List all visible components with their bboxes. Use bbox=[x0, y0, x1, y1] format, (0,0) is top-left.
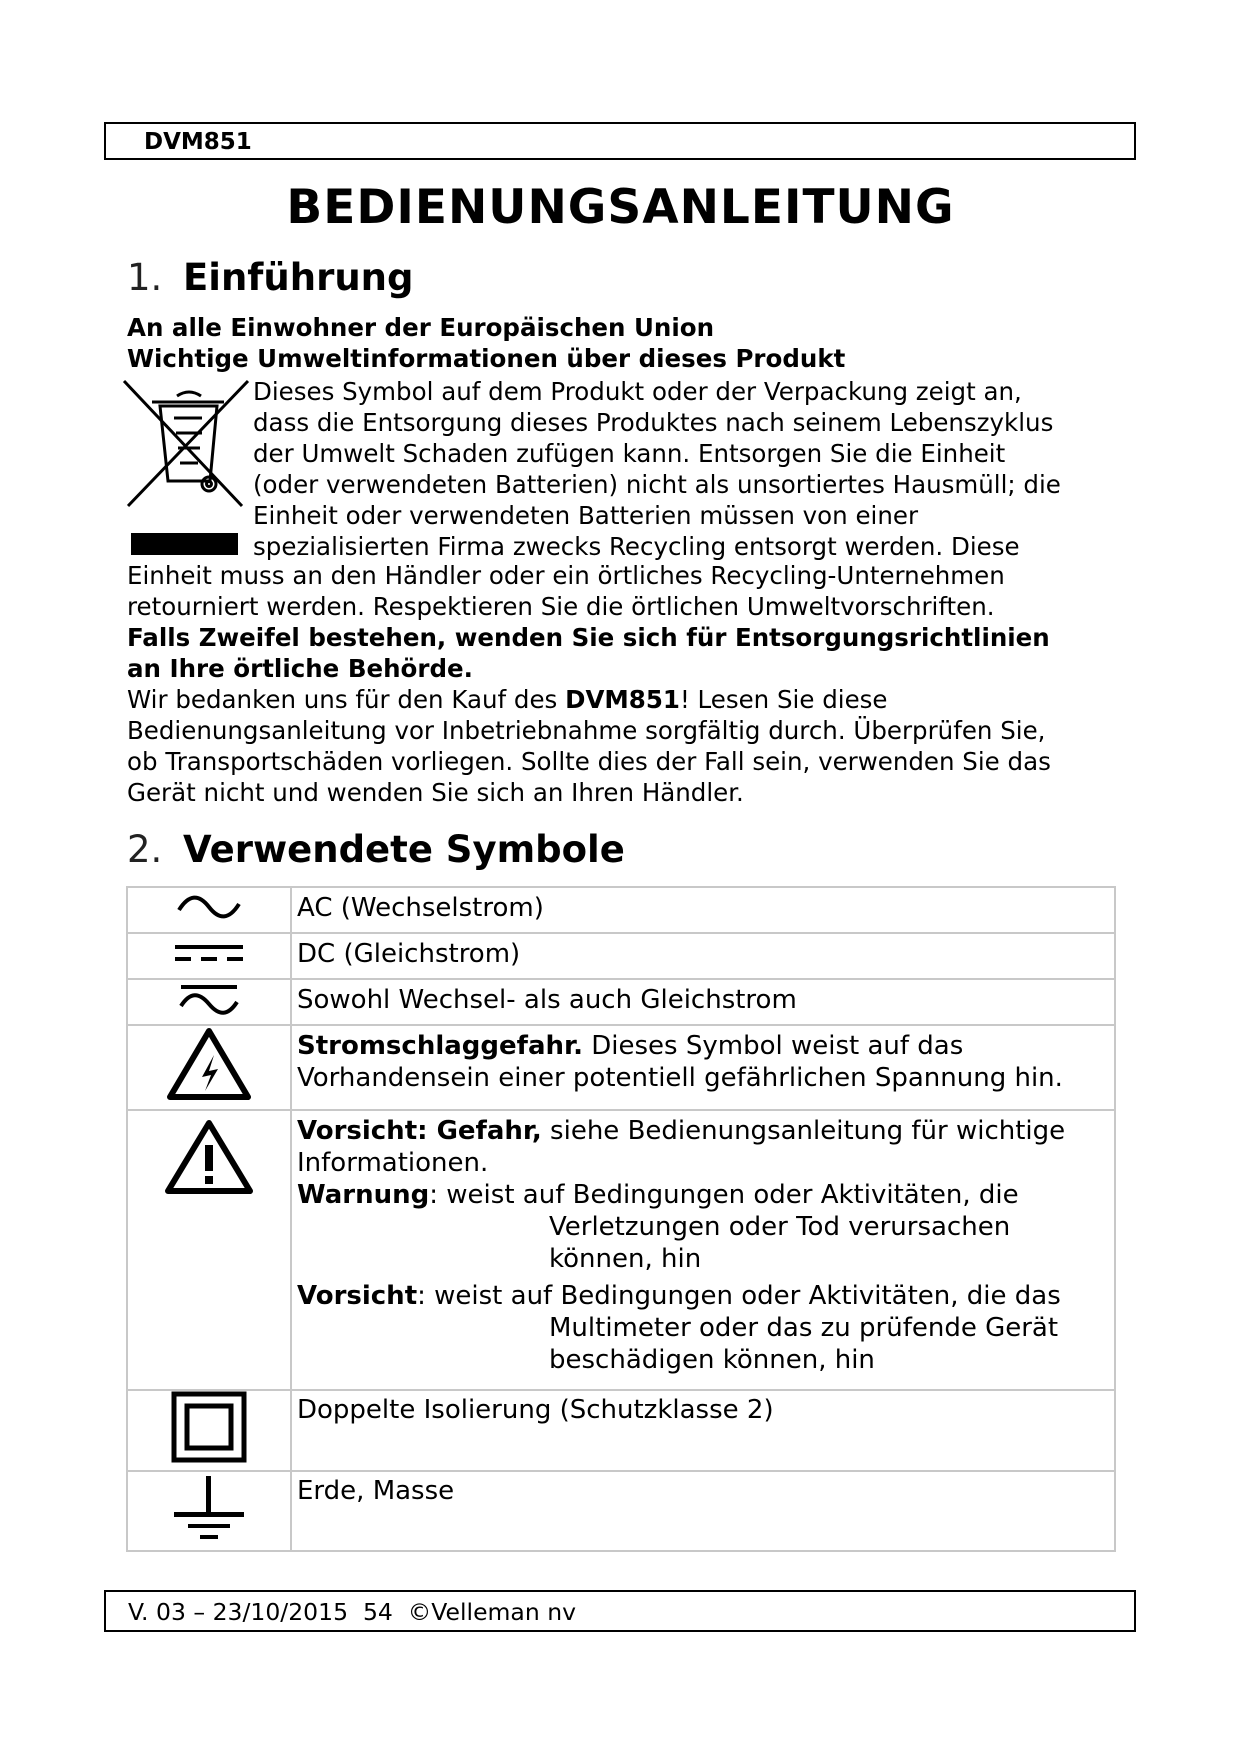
text-line: (oder verwendeten Batterien) nicht als unsortiertes Hausmüll; die bbox=[253, 470, 1061, 499]
disposal-wrap-text bbox=[253, 376, 1061, 562]
desc-line bbox=[297, 1030, 1110, 1062]
ac-dc-icon bbox=[177, 982, 241, 1016]
desc-line: können, hin bbox=[549, 1244, 702, 1274]
disposal-full-text bbox=[127, 560, 1051, 808]
table-row bbox=[127, 1471, 1115, 1551]
weee-black-bar bbox=[131, 533, 238, 555]
thanks-post: ! Lesen Sie diese bbox=[679, 685, 888, 714]
desc-line bbox=[297, 1115, 1110, 1147]
symbol-cell bbox=[127, 1390, 291, 1471]
table-row bbox=[127, 979, 1115, 1025]
section2-heading bbox=[127, 828, 625, 871]
desc-text: Dieses Symbol weist auf das bbox=[583, 1031, 964, 1061]
caution-line bbox=[297, 1280, 1110, 1312]
text-line: spezialisierten Firma zwecks Recycling entsorgt werden. Diese bbox=[253, 532, 1020, 561]
warning-line bbox=[297, 1179, 1110, 1211]
text-line: retourniert werden. Respektieren Sie die örtlichen Umweltvorschriften. bbox=[127, 592, 995, 621]
caution-warning-icon bbox=[164, 1119, 254, 1195]
header-model: DVM851 bbox=[144, 129, 252, 155]
table-row bbox=[127, 933, 1115, 979]
ground-icon bbox=[171, 1474, 247, 1542]
section1-subtitle1: An alle Einwohner der Europäischen Union bbox=[127, 313, 715, 342]
symbol-desc: AC (Wechselstrom) bbox=[291, 887, 1115, 933]
weee-bin-icon bbox=[122, 378, 250, 508]
header-bar bbox=[104, 122, 1136, 160]
section1-title: Einführung bbox=[183, 256, 414, 299]
table-row bbox=[127, 1110, 1115, 1390]
symbol-desc: Sowohl Wechsel- als auch Gleichstrom bbox=[291, 979, 1115, 1025]
symbol-cell bbox=[127, 1025, 291, 1110]
symbols-table bbox=[126, 886, 1116, 1552]
table-row bbox=[127, 1025, 1115, 1110]
desc-text: : weist auf Bedingungen oder Aktivitäten, die bbox=[429, 1180, 1019, 1210]
symbol-cell bbox=[127, 1110, 291, 1390]
electric-shock-warning-icon bbox=[166, 1027, 252, 1101]
table-row bbox=[127, 1390, 1115, 1471]
footer-text: V. 03 – 23/10/2015 54 ©Velleman nv bbox=[128, 1598, 576, 1626]
page-title: BEDIENUNGSANLEITUNG bbox=[286, 180, 955, 235]
text-line: Dieses Symbol auf dem Produkt oder der Verpackung zeigt an, bbox=[253, 377, 1022, 406]
text-line: dass die Entsorgung dieses Produktes nach seinem Lebenszyklus bbox=[253, 408, 1054, 437]
text-line: Gerät nicht und wenden Sie sich an Ihren Händler. bbox=[127, 778, 744, 807]
bold-notice-line: an Ihre örtliche Behörde. bbox=[127, 654, 473, 683]
section1-number: 1. bbox=[127, 256, 163, 299]
double-insulation-icon bbox=[171, 1391, 247, 1463]
desc-bold: Vorsicht: Gefahr, bbox=[297, 1116, 542, 1146]
symbol-cell bbox=[127, 1471, 291, 1551]
desc-line: Vorhandensein einer potentiell gefährlichen Spannung hin. bbox=[297, 1063, 1063, 1093]
symbol-desc: Doppelte Isolierung (Schutzklasse 2) bbox=[291, 1390, 1115, 1471]
symbol-cell bbox=[127, 933, 291, 979]
text-line: ob Transportschäden vorliegen. Sollte dies der Fall sein, verwenden Sie das bbox=[127, 747, 1051, 776]
bold-notice-line: Falls Zweifel bestehen, wenden Sie sich für Entsorgungsrichtlinien bbox=[127, 623, 1050, 652]
thanks-model: DVM851 bbox=[565, 685, 680, 714]
text-line: Einheit oder verwendeten Batterien müssen von einer bbox=[253, 501, 919, 530]
text-line: der Umwelt Schaden zufügen kann. Entsorgen Sie die Einheit bbox=[253, 439, 1006, 468]
text-line: Einheit muss an den Händler oder ein örtliches Recycling-Unternehmen bbox=[127, 561, 1005, 590]
section2-title: Verwendete Symbole bbox=[183, 828, 625, 871]
symbol-desc: Erde, Masse bbox=[291, 1471, 1115, 1551]
dc-icon bbox=[172, 938, 246, 968]
desc-text: : weist auf Bedingungen oder Aktivitäten, die das bbox=[417, 1281, 1061, 1311]
section1-heading bbox=[127, 256, 414, 299]
symbol-cell bbox=[127, 979, 291, 1025]
thanks-line bbox=[127, 684, 1051, 715]
symbol-cell bbox=[127, 887, 291, 933]
section1-subtitle2: Wichtige Umweltinformationen über dieses Produkt bbox=[127, 344, 846, 373]
desc-line: Informationen. bbox=[297, 1148, 489, 1178]
symbol-desc: DC (Gleichstrom) bbox=[291, 933, 1115, 979]
desc-line: Multimeter oder das zu prüfende Gerät bbox=[549, 1313, 1059, 1343]
warning-label: Warnung bbox=[297, 1180, 430, 1210]
text-line: Bedienungsanleitung vor Inbetriebnahme sorgfältig durch. Überprüfen Sie, bbox=[127, 716, 1046, 745]
footer-bar bbox=[104, 1590, 1136, 1632]
desc-bold: Stromschlaggefahr. bbox=[297, 1031, 583, 1061]
caution-label: Vorsicht bbox=[297, 1281, 418, 1311]
table-row bbox=[127, 887, 1115, 933]
ac-wave-icon bbox=[174, 892, 244, 922]
symbol-desc bbox=[291, 1025, 1115, 1110]
section2-number: 2. bbox=[127, 828, 163, 871]
symbol-desc bbox=[291, 1110, 1115, 1390]
desc-line: beschädigen können, hin bbox=[549, 1345, 875, 1375]
desc-text: siehe Bedienungsanleitung für wichtige bbox=[541, 1116, 1066, 1146]
thanks-pre: Wir bedanken uns für den Kauf des bbox=[127, 685, 566, 714]
desc-line: Verletzungen oder Tod verursachen bbox=[549, 1212, 1011, 1242]
